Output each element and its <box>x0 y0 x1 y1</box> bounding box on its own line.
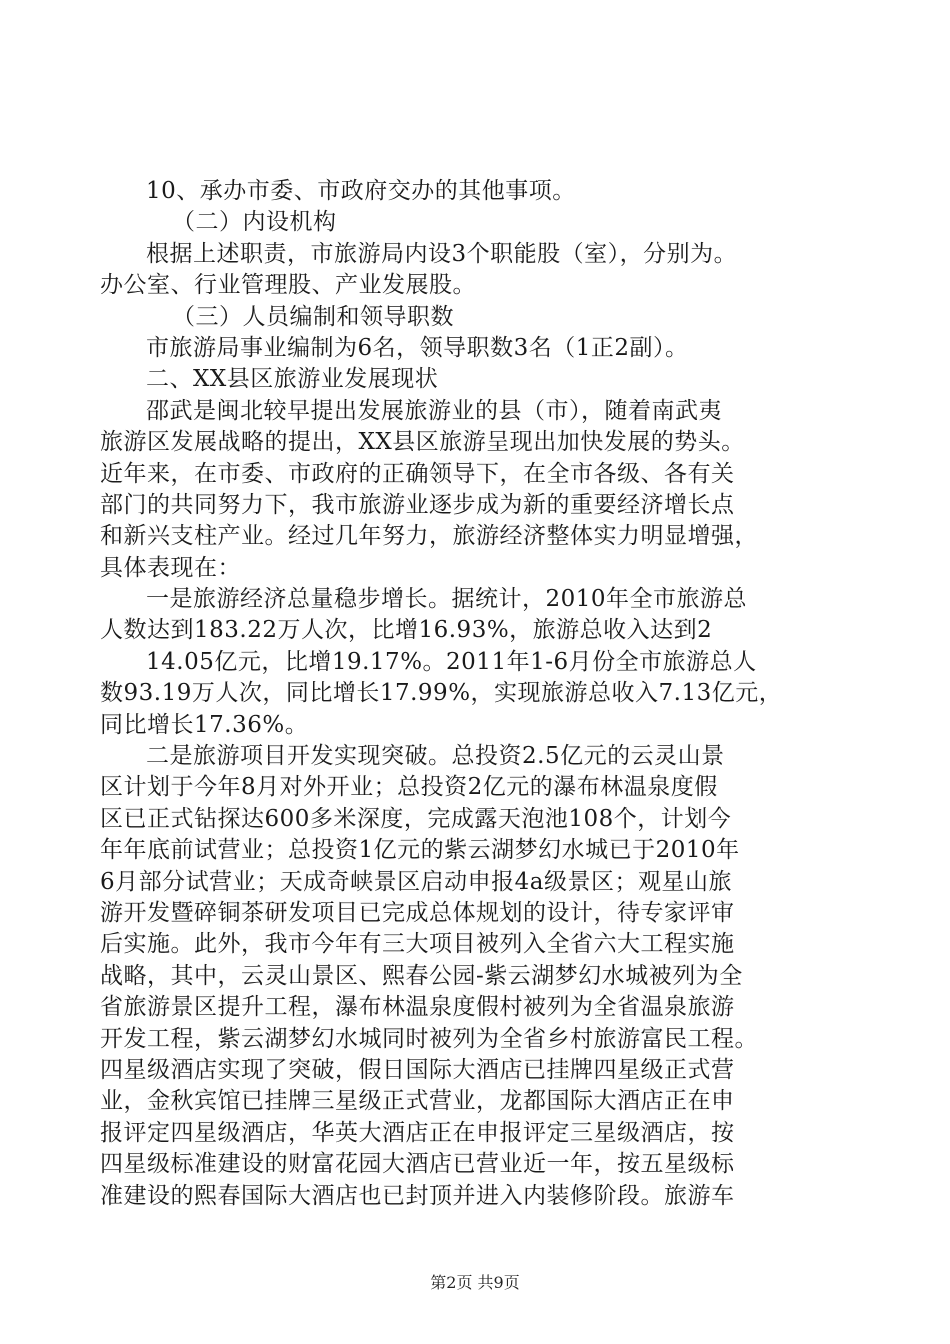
text-line: 省旅游景区提升工程，瀑布林温泉度假村被列为全省温泉旅游 <box>100 994 735 1021</box>
text-line: 二是旅游项目开发实现突破。总投资2.5亿元的云灵山景 <box>146 743 725 770</box>
text-line: 准建设的熙春国际大酒店也已封顶并进入内装修阶段。旅游车 <box>100 1182 735 1209</box>
text-line: 一是旅游经济总量稳步增长。据统计，2010年全市旅游总 <box>146 586 748 613</box>
text-line: 数93.19万人次，同比增长17.99%，实现旅游总收入7.13亿元， <box>100 680 783 707</box>
page-number-footer: 第2页 共9页 <box>430 1273 520 1292</box>
text-line: 区已正式钻探达600多米深度，完成露天泡池108个，计划今 <box>100 805 732 832</box>
text-line: 战略，其中，云灵山景区、熙春公园-紫云湖梦幻水城被列为全 <box>100 962 743 989</box>
section-heading: （二）内设机构 <box>172 209 337 236</box>
text-line: 邵武是闽北较早提出发展旅游业的县（市），随着南武夷 <box>146 397 722 424</box>
text-line: 近年来，在市委、市政府的正确领导下，在全市各级、各有关 <box>100 460 735 487</box>
text-line: 游开发暨碎铜茶研发项目已完成总体规划的设计，待专家评审 <box>100 899 735 926</box>
text-line: 同比增长17.36%。 <box>100 711 309 738</box>
text-line: 人数达到183.22万人次，比增16.93%，旅游总收入达到2 <box>100 617 713 644</box>
text-line: 具体表现在： <box>100 554 241 581</box>
document-body <box>100 176 860 1212</box>
text-line: 后实施。此外，我市今年有三大项目被列入全省六大工程实施 <box>100 931 735 958</box>
text-line: 报评定四星级酒店，华英大酒店正在申报评定三星级酒店，按 <box>100 1119 735 1146</box>
text-line: 14.05亿元，比增19.17%。2011年1-6月份全市旅游总人 <box>146 648 757 675</box>
text-line: 根据上述职责，市旅游局内设3个职能股（室），分别为。 <box>146 240 738 267</box>
section-heading: （三）人员编制和领导职数 <box>172 303 454 330</box>
text-line: 年年底前试营业；总投资1亿元的紫云湖梦幻水城已于2010年 <box>100 837 740 864</box>
section-heading: 二、XX县区旅游业发展现状 <box>146 366 439 393</box>
text-line: 四星级酒店实现了突破，假日国际大酒店已挂牌四星级正式营 <box>100 1056 735 1083</box>
text-line: 和新兴支柱产业。经过几年努力，旅游经济整体实力明显增强， <box>100 523 758 550</box>
text-line: 四星级标准建设的财富花园大酒店已营业近一年，按五星级标 <box>100 1151 735 1178</box>
text-line: 10、承办市委、市政府交办的其他事项。 <box>146 178 576 204</box>
text-line: 6月部分试营业；天成奇峡景区启动申报4a级景区；观星山旅 <box>100 868 732 895</box>
text-line: 区计划于今年8月对外开业；总投资2亿元的瀑布林温泉度假 <box>100 774 718 801</box>
text-line: 旅游区发展战略的提出，XX县区旅游呈现出加快发展的势头。 <box>100 429 745 456</box>
text-line: 业，金秋宾馆已挂牌三星级正式营业，龙都国际大酒店正在申 <box>100 1088 735 1115</box>
text-line: 部门的共同努力下，我市旅游业逐步成为新的重要经济增长点 <box>100 491 735 518</box>
text-line: 办公室、行业管理股、产业发展股。 <box>100 272 476 299</box>
text-line: 开发工程，紫云湖梦幻水城同时被列为全省乡村旅游富民工程。 <box>100 1025 758 1052</box>
text-line: 市旅游局事业编制为6名，领导职数3名（1正2副）。 <box>146 334 689 361</box>
